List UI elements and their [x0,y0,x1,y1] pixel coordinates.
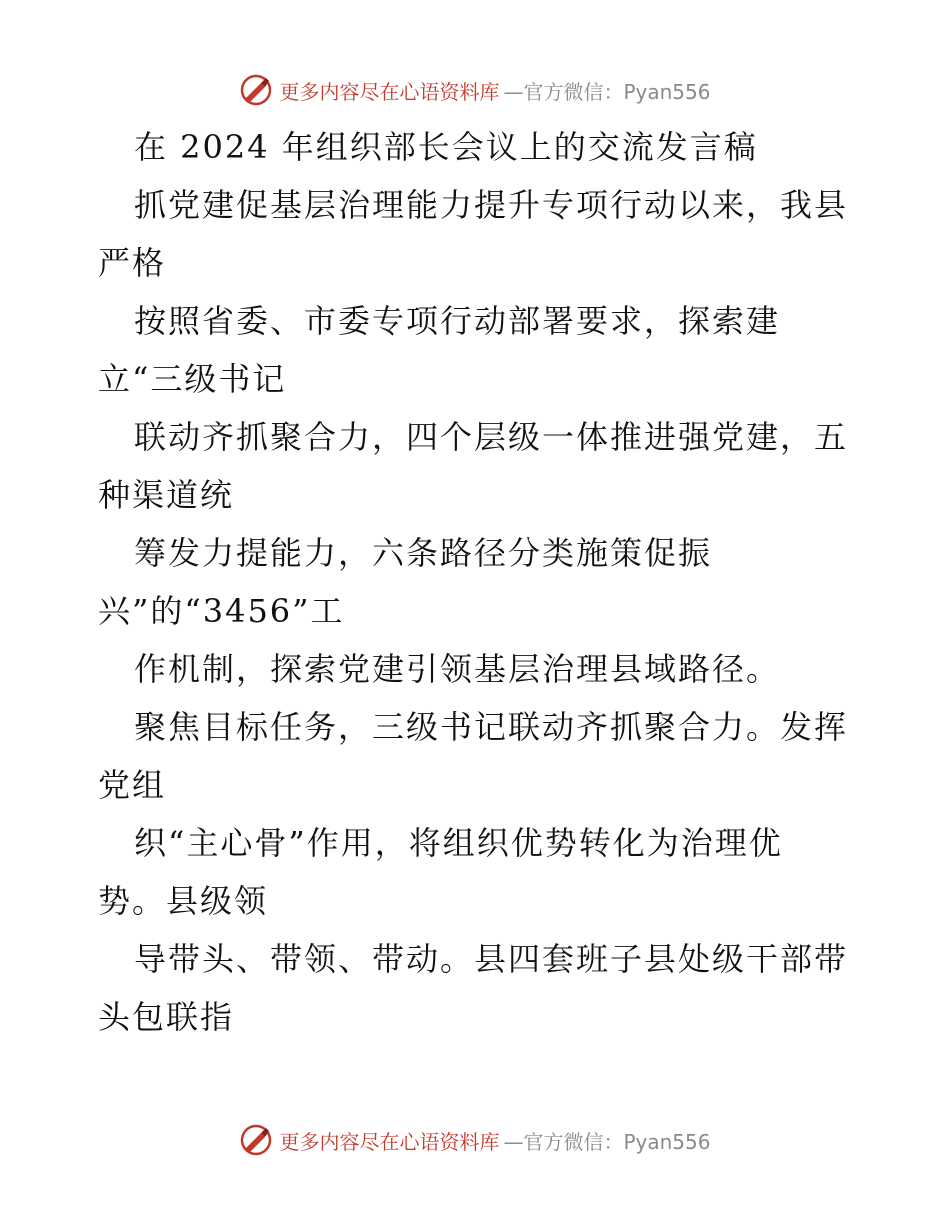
banner-red-text: 更多内容尽在心语资料库 [279,79,500,104]
paragraph-line: 势。县级领 [98,882,269,920]
paragraph-line: 兴”的“3456”工 [98,592,345,630]
paragraph-line: 头包联指 [98,998,235,1036]
paragraph-line: 筹发力提能力，六条路径分类施策促振 [134,534,713,572]
document-title: 在 2024 年组织部长会议上的交流发言稿 [134,128,758,166]
paragraph-line: 种渠道统 [98,476,235,514]
paragraph-line: 织“主心骨”作用，将组织优势转化为治理优 [134,824,783,862]
paragraph-line: 聚焦目标任务，三级书记联动齐抓聚合力。发挥 [134,708,849,746]
banner-red-text: 更多内容尽在心语资料库 [279,1129,500,1154]
banner-contact-text: —官方微信：Pyan556 [503,1129,711,1154]
paragraph-line: 联动齐抓聚合力，四个层级一体推进强党建，五 [134,418,849,456]
paragraph-line: 作机制，探索党建引领基层治理县域路径。 [134,650,781,688]
paragraph-line: 导带头、带领、带动。县四套班子县处级干部带 [134,940,849,978]
header-watermark-banner [0,70,950,110]
paragraph-line: 严格 [98,244,167,282]
logo-icon [239,1123,273,1157]
paragraph-line: 抓党建促基层治理能力提升专项行动以来，我县 [134,186,849,224]
footer-watermark-banner [0,1120,950,1160]
paragraph-line: 立“三级书记 [98,360,287,398]
logo-icon [239,73,273,107]
paragraph-line: 党组 [98,766,167,804]
paragraph-line: 按照省委、市委专项行动部署要求，探索建 [134,302,781,340]
banner-contact-text: —官方微信：Pyan556 [503,79,711,104]
